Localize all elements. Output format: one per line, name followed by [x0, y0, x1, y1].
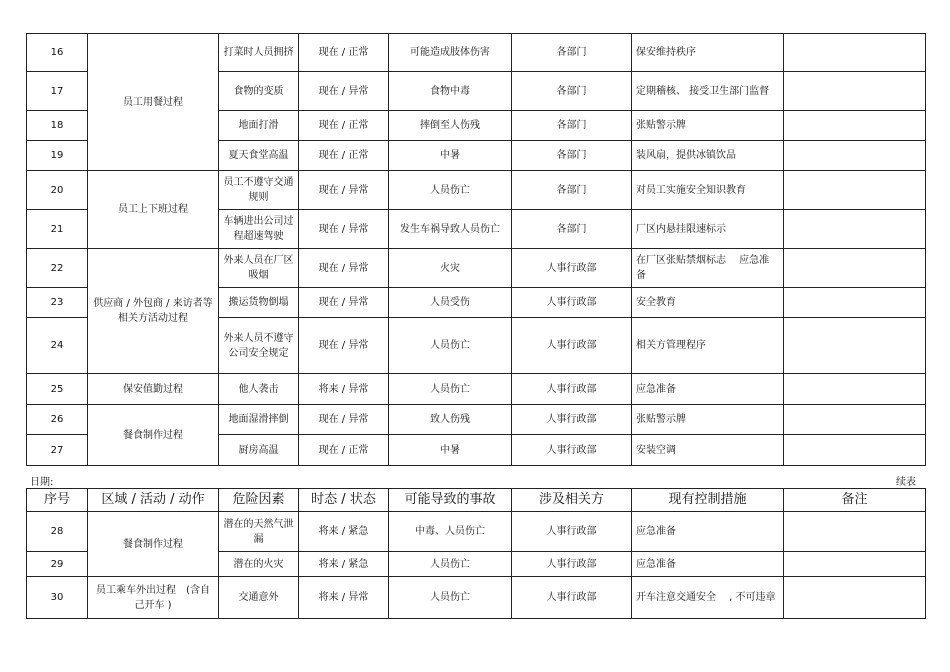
remark-cell	[784, 374, 926, 405]
control-measure-cell: 应急准备	[632, 512, 784, 552]
accident-cell: 中暑	[389, 141, 512, 171]
remark-cell	[784, 210, 926, 249]
table-row	[27, 249, 926, 288]
state-cell: 将来 / 紧急	[299, 512, 389, 552]
row-number: 25	[27, 374, 88, 405]
accident-cell: 人员伤亡	[389, 171, 512, 210]
table-row	[27, 374, 926, 405]
control-measure-cell: 张贴警示牌	[632, 405, 784, 435]
party-cell: 人事行政部	[512, 552, 632, 577]
hazard-cell: 厨房高温	[219, 435, 299, 466]
accident-cell: 人员伤亡	[389, 577, 512, 619]
party-cell: 人事行政部	[512, 512, 632, 552]
row-number: 18	[27, 111, 88, 141]
remark-cell	[784, 249, 926, 288]
state-cell: 将来 / 异常	[299, 577, 389, 619]
control-measure-cell: 应急准备	[632, 374, 784, 405]
row-number: 23	[27, 288, 88, 318]
state-cell: 现在 / 异常	[299, 171, 389, 210]
state-cell: 将来 / 异常	[299, 374, 389, 405]
state-cell: 现在 / 异常	[299, 72, 389, 111]
hazard-cell: 潜在的天然气泄漏	[219, 512, 299, 552]
row-number: 27	[27, 435, 88, 466]
control-measure-cell: 定期稽核、 接受卫生部门监督	[632, 72, 784, 111]
area-activity-cell: 餐食制作过程	[88, 405, 219, 466]
row-number: 19	[27, 141, 88, 171]
area-activity-cell: 员工乘车外出过程 (含自己开车 )	[88, 577, 219, 619]
hazard-cell: 员工不遵守交通规则	[219, 171, 299, 210]
party-cell: 人事行政部	[512, 435, 632, 466]
remark-cell	[784, 288, 926, 318]
accident-cell: 人员受伤	[389, 288, 512, 318]
row-number: 28	[27, 512, 88, 552]
remark-cell	[784, 577, 926, 619]
accident-cell: 摔倒至人伤残	[389, 111, 512, 141]
hazard-cell: 交通意外	[219, 577, 299, 619]
hazard-cell: 夏天食堂高温	[219, 141, 299, 171]
control-measure-cell: 保安维持秩序	[632, 34, 784, 72]
party-cell: 人事行政部	[512, 405, 632, 435]
control-measure-cell: 开车注意交通安全 , 不可违章	[632, 577, 784, 619]
control-measure-cell: 厂区内悬挂限速标示	[632, 210, 784, 249]
party-cell: 各部门	[512, 111, 632, 141]
state-cell: 现在 / 正常	[299, 34, 389, 72]
accident-cell: 中暑	[389, 435, 512, 466]
hazard-table-part2	[26, 488, 926, 619]
area-activity-cell: 员工上下班过程	[88, 171, 219, 249]
accident-cell: 人员伤亡	[389, 552, 512, 577]
control-measure-cell: 应急准备	[632, 552, 784, 577]
hazard-cell: 潜在的火灾	[219, 552, 299, 577]
party-cell: 各部门	[512, 210, 632, 249]
row-number: 30	[27, 577, 88, 619]
control-measure-cell: 安装空调	[632, 435, 784, 466]
party-cell: 各部门	[512, 72, 632, 111]
row-number: 20	[27, 171, 88, 210]
state-cell: 现在 / 正常	[299, 435, 389, 466]
area-activity-cell: 保安值勤过程	[88, 374, 219, 405]
state-cell: 现在 / 异常	[299, 249, 389, 288]
party-cell: 人事行政部	[512, 577, 632, 619]
date-label: 日期:	[30, 477, 54, 488]
state-cell: 现在 / 异常	[299, 210, 389, 249]
column-header: 时态 / 状态	[299, 489, 389, 512]
row-number: 29	[27, 552, 88, 577]
party-cell: 各部门	[512, 171, 632, 210]
table-row	[27, 405, 926, 435]
remark-cell	[784, 34, 926, 72]
column-header: 序号	[27, 489, 88, 512]
table-row	[27, 34, 926, 72]
accident-cell: 食物中毒	[389, 72, 512, 111]
control-measure-cell: 相关方管理程序	[632, 318, 784, 374]
state-cell: 现在 / 异常	[299, 405, 389, 435]
hazard-cell: 车辆进出公司过程超速驾驶	[219, 210, 299, 249]
table-row	[27, 577, 926, 619]
column-header: 现有控制措施	[632, 489, 784, 512]
control-measure-cell: 对员工实施安全知识教育	[632, 171, 784, 210]
hazard-table-part1	[26, 33, 926, 466]
control-measure-cell: 张贴警示牌	[632, 111, 784, 141]
party-cell: 各部门	[512, 34, 632, 72]
column-header: 涉及相关方	[512, 489, 632, 512]
hazard-cell: 他人袭击	[219, 374, 299, 405]
column-header: 可能导致的事故	[389, 489, 512, 512]
area-activity-cell: 供应商 / 外包商 / 来访者等相关方活动过程	[88, 249, 219, 374]
accident-cell: 人员伤亡	[389, 374, 512, 405]
state-cell: 将来 / 紧急	[299, 552, 389, 577]
row-number: 24	[27, 318, 88, 374]
party-cell: 各部门	[512, 141, 632, 171]
control-measure-cell: 在厂区张贴禁烟标志 应急准备	[632, 249, 784, 288]
remark-cell	[784, 512, 926, 552]
accident-cell: 火灾	[389, 249, 512, 288]
party-cell: 人事行政部	[512, 374, 632, 405]
party-cell: 人事行政部	[512, 288, 632, 318]
remark-cell	[784, 171, 926, 210]
continued-label: 续表	[896, 477, 916, 488]
hazard-cell: 地面湿滑摔倒	[219, 405, 299, 435]
area-activity-cell: 员工用餐过程	[88, 34, 219, 171]
state-cell: 现在 / 异常	[299, 288, 389, 318]
remark-cell	[784, 318, 926, 374]
hazard-cell: 搬运货物倒塌	[219, 288, 299, 318]
remark-cell	[784, 405, 926, 435]
area-activity-cell: 餐食制作过程	[88, 512, 219, 577]
state-cell: 现在 / 异常	[299, 318, 389, 374]
row-number: 22	[27, 249, 88, 288]
table-row	[27, 171, 926, 210]
table-row	[27, 512, 926, 552]
hazard-cell: 地面打滑	[219, 111, 299, 141]
hazard-cell: 打菜时人员拥挤	[219, 34, 299, 72]
accident-cell: 可能造成肢体伤害	[389, 34, 512, 72]
row-number: 17	[27, 72, 88, 111]
hazard-cell: 食物的变质	[219, 72, 299, 111]
hazard-cell: 外来人员在厂区吸烟	[219, 249, 299, 288]
row-number: 16	[27, 34, 88, 72]
accident-cell: 致人伤残	[389, 405, 512, 435]
accident-cell: 人员伤亡	[389, 318, 512, 374]
control-measure-cell: 装风扇，提供冰镇饮品	[632, 141, 784, 171]
remark-cell	[784, 435, 926, 466]
row-number: 21	[27, 210, 88, 249]
party-cell: 人事行政部	[512, 249, 632, 288]
state-cell: 现在 / 正常	[299, 141, 389, 171]
control-measure-cell: 安全教育	[632, 288, 784, 318]
remark-cell	[784, 552, 926, 577]
remark-cell	[784, 72, 926, 111]
row-number: 26	[27, 405, 88, 435]
remark-cell	[784, 141, 926, 171]
accident-cell: 中毒、人员伤亡	[389, 512, 512, 552]
accident-cell: 发生车祸导致人员伤亡	[389, 210, 512, 249]
party-cell: 人事行政部	[512, 318, 632, 374]
state-cell: 现在 / 正常	[299, 111, 389, 141]
header-row	[27, 489, 926, 512]
hazard-cell: 外来人员不遵守公司安全规定	[219, 318, 299, 374]
column-header: 危险因素	[219, 489, 299, 512]
column-header: 区域 / 活动 / 动作	[88, 489, 219, 512]
column-header: 备注	[784, 489, 926, 512]
remark-cell	[784, 111, 926, 141]
